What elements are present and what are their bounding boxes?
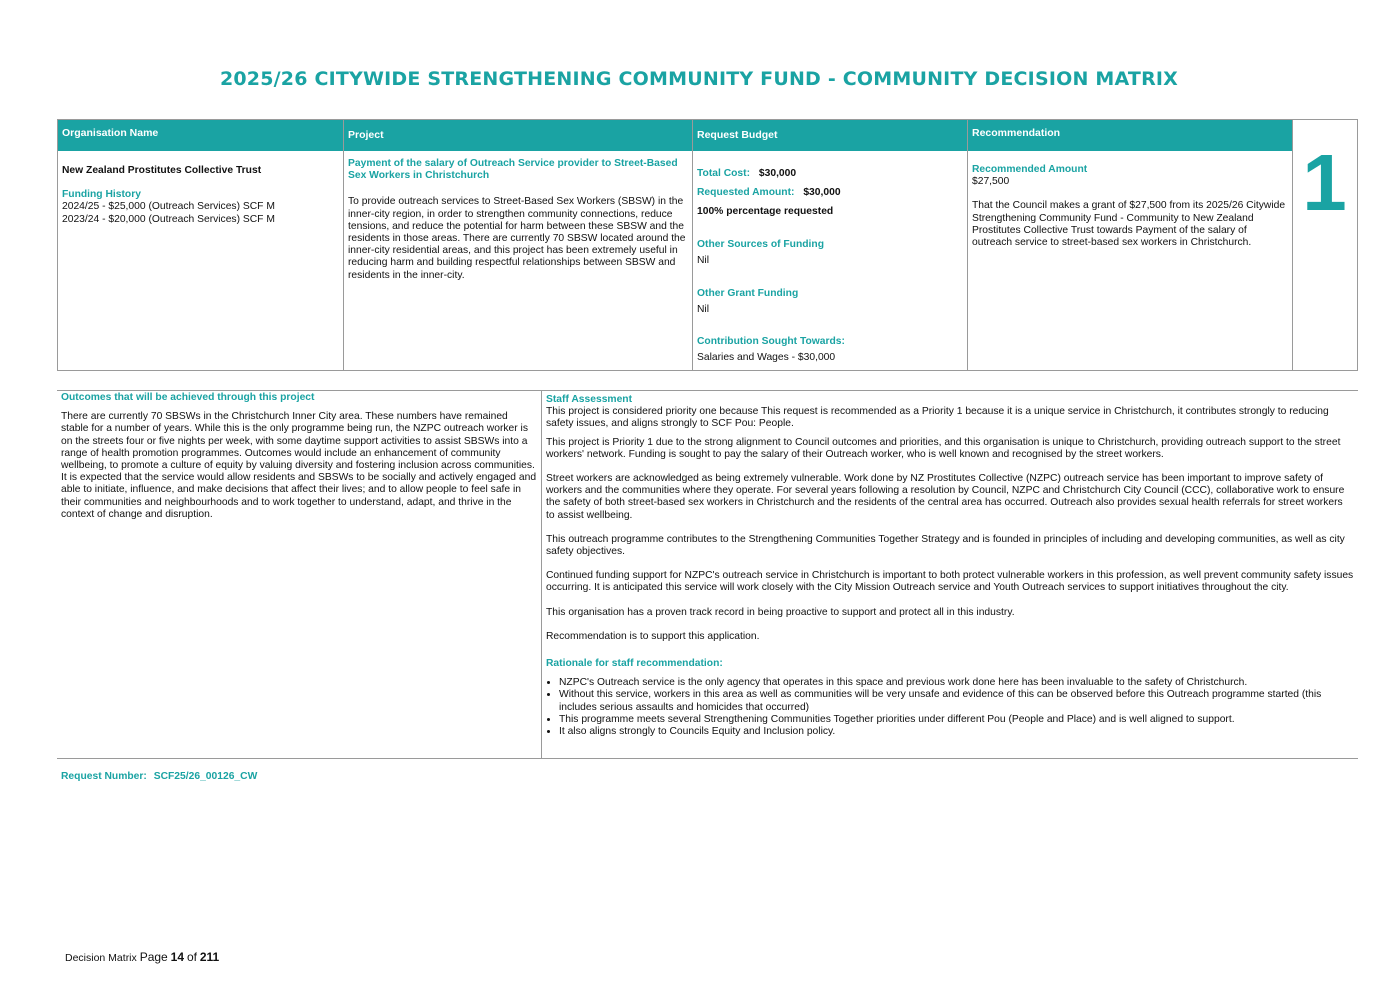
total-cost-label: Total Cost: [697, 168, 751, 179]
page-footer [65, 950, 219, 964]
total-cost-value: $30,000 [758, 168, 797, 179]
organisation-column [58, 120, 343, 370]
staff-assessment-panel [541, 391, 1358, 758]
outcomes-panel [57, 391, 541, 758]
recommended-amount-value: $27,500 [972, 176, 1010, 188]
budget-header: Request Budget [693, 120, 967, 151]
footer-page-number: 14 [170, 950, 185, 964]
staff-paragraph: Continued funding support for NZPC's outreach service in Christchurch is important to both protect vulnerable workers in this profession, as well prevent community safety issues occurring. It is anticipated this service will work closely with the City Mission Outreach service and Youth Outreach services to support initiatives throughout the city. [546, 570, 1354, 594]
staff-paragraph: This project is considered priority one because This request is recommended as a Priority 1 because it is a unique service in Christchurch, it contributes strongly to reducing safety issues, and aligns strongly to SCF Pou: People. [546, 406, 1329, 430]
request-number [61, 771, 257, 782]
requested-amount-value: $30,000 [803, 187, 841, 198]
recommendation-header: Recommendation [968, 120, 1292, 151]
contribution-value: Salaries and Wages - $30,000 [697, 352, 836, 363]
organisation-header: Organisation Name [58, 120, 343, 151]
outcomes-heading: Outcomes that will be achieved through this project [61, 392, 315, 403]
rationale-heading: Rationale for staff recommendation: [546, 658, 723, 670]
footer-of-word: of [186, 950, 197, 964]
project-header: Project [344, 120, 692, 151]
footer-page-word: Page [139, 950, 168, 964]
project-column [343, 120, 692, 370]
request-number-value: SCF25/26_00126_CW [153, 771, 258, 782]
rationale-list [546, 677, 1354, 738]
recommendation-text: That the Council makes a grant of $27,500 from its 2025/26 Citywide Strengthening Community Fund - Community to New Zealand Prostitutes Collective Trust towards Payment of the salary of outreach service to street-based sex workers in Christchurch. [972, 200, 1286, 249]
project-description: To provide outreach services to Street-Based Sex Workers (SBSW) in the inner-city region, in order to strengthen community connections, reduce tensions, and reduce the potential for harm between these SBSW and the residents in those areas. There are currently 70 SBSW located around the inner-city residential areas, and this project has been extremely useful in reducing harm and building respectful relationships between SBSW and residents in the inner-city. [348, 196, 686, 281]
organisation-name: New Zealand Prostitutes Collective Trust [62, 165, 262, 176]
footer-total-pages: 211 [199, 950, 220, 964]
priority-number: 1 [1302, 138, 1347, 227]
recommendation-column [967, 120, 1292, 370]
other-grant-value: Nil [697, 304, 710, 315]
staff-paragraph: This project is Priority 1 due to the strong alignment to Council outcomes and priorities, and this organisation is unique to Christchurch, providing outreach support to the street workers' network. Funding is sought to pay the salary of their Outreach worker, who is well known and recognised by the street workers. [546, 436, 1341, 460]
contribution-label: Contribution Sought Towards: [697, 336, 845, 347]
rationale-item: • This programme meets several Strengthening Communities Together priorities under different Pou (People and Place) and is well aligned to support. [559, 714, 1354, 726]
other-grant-label: Other Grant Funding [697, 288, 799, 299]
funding-history-item: 2024/25 - $25,000 (Outreach Services) SCF M [62, 201, 275, 213]
decision-matrix-table [57, 119, 1358, 371]
other-sources-value: Nil [697, 255, 710, 266]
percentage-requested: 100% percentage requested [697, 206, 834, 217]
staff-paragraph: This organisation has a proven track record in being proactive to support and protect all in this industry. [546, 606, 1015, 618]
rationale-item: • NZPC's Outreach service is the only agency that operates in this space and previous work done here has been invaluable to the safety of Christchurch. [559, 677, 1354, 689]
assessment-section [57, 390, 1358, 759]
rationale-item: • Without this service, workers in this area as well as communities will be very unsafe and evidence of this can be observed before this Outreach programme started (this includes serious assaults and homicides that occurred) [559, 689, 1354, 713]
budget-column [692, 120, 967, 370]
funding-history-label: Funding History [62, 189, 141, 201]
footer-doc-name: Decision Matrix [65, 952, 137, 964]
other-sources-label: Other Sources of Funding [697, 239, 824, 250]
recommended-amount-label: Recommended Amount [972, 164, 1088, 175]
staff-paragraph: This outreach programme contributes to the Strengthening Communities Together Strategy and is founded in principles of including and developing communities, as well as city safety objectives. [546, 533, 1345, 558]
request-number-label: Request Number: [61, 771, 147, 782]
funding-history-item: 2023/24 - $20,000 (Outreach Services) SCF M [62, 213, 275, 225]
staff-paragraph: Recommendation is to support this application. [546, 630, 760, 642]
outcomes-text: There are currently 70 SBSWs in the Christchurch Inner City area. These numbers have remained stable for a number of years. While this is the only programme being run, the NZPC outreach worker is on the streets four or five nights per week, with some daytime support activities to assist SBSWs into a range of health promotion programmes. Outcomes would include an enhancement of community wellbeing, to promote a culture of equity by valuing diversity and fostering inclusion across communities. It is expected that the service would allow residents and SBSWs to be socially and actively engaged and able to initiate, influence, and make decisions that affect their lives; and to allow people to feel safe in their communities and neighbourhoods and to work together to understand, adapt, and thrive in the context of change and disruption. [61, 411, 537, 520]
document-title: 2025/26 CITYWIDE STRENGTHENING COMMUNITY FUND - COMMUNITY DECISION MATRIX [219, 68, 1179, 90]
rationale-item: • It also aligns strongly to Councils Equity and Inclusion policy. [559, 726, 1354, 738]
staff-assessment-heading: Staff Assessment [546, 394, 633, 405]
project-title: Payment of the salary of Outreach Service provider to Street-Based Sex Workers in Christchurch [348, 158, 678, 182]
requested-amount-label: Requested Amount: [697, 187, 795, 198]
staff-paragraph: Street workers are acknowledged as being extremely vulnerable. Work done by NZ Prostitutes Collective (NZPC) outreach service has been important to improve safety of workers and the communities where they operate. For several years following a resolution by Council, NZPC and Christchurch City Council (CCC), collaborative work to ensure the safety of both street-based sex workers in Christchurch and the residents of the central area has occurred. Outreach also provides sexual health referrals for street workers to assist wellbeing. [546, 473, 1345, 521]
